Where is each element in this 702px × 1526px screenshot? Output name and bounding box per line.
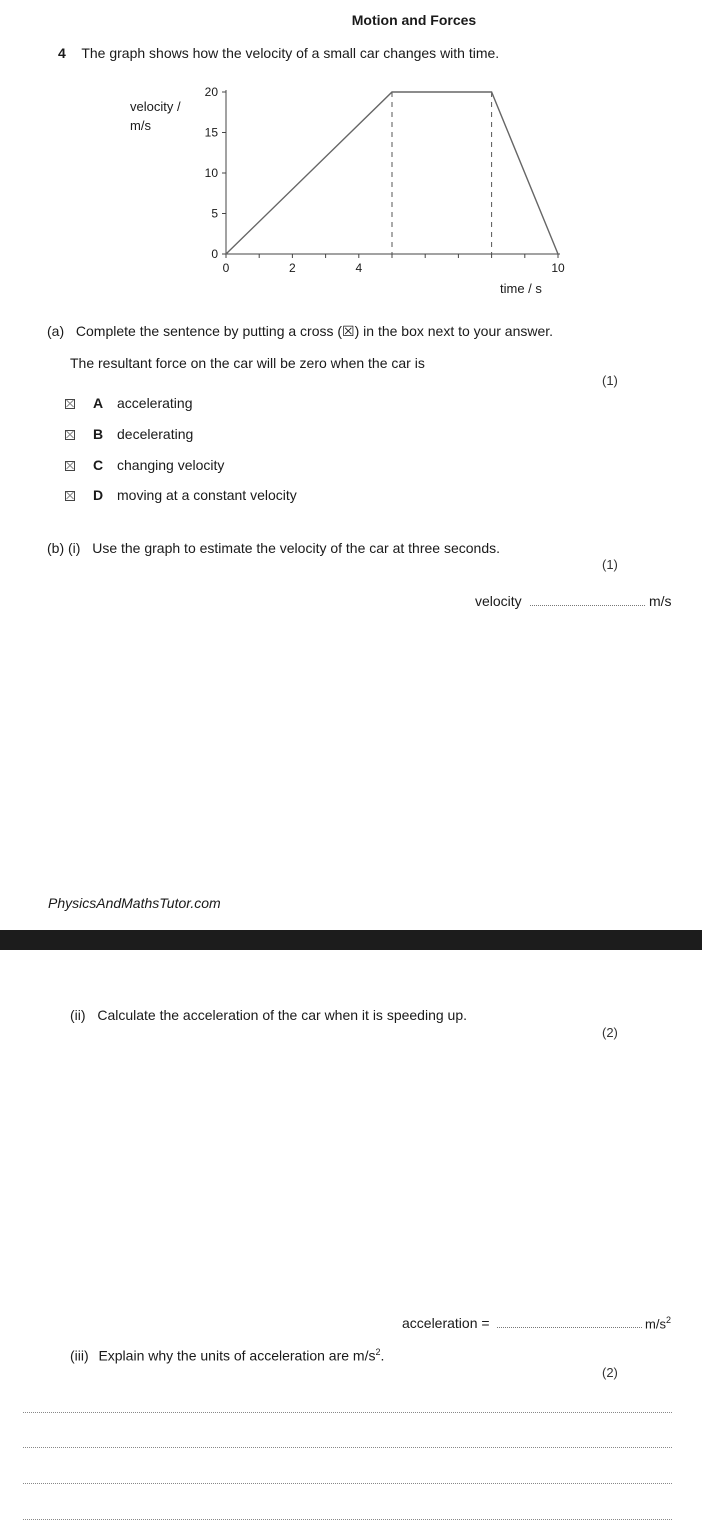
answer-line-1[interactable] xyxy=(23,1412,672,1413)
part-b-i-question xyxy=(47,540,500,556)
x-tick-label: 2 xyxy=(289,261,296,275)
part-b-i-text: Use the graph to estimate the velocity of the car at three seconds. xyxy=(92,540,500,556)
y-tick-label: 0 xyxy=(211,247,218,261)
y-tick-label: 15 xyxy=(204,125,218,140)
option-text: changing velocity xyxy=(117,457,225,473)
page-title: Motion and Forces xyxy=(351,12,477,28)
part-b-ii-text: Calculate the acceleration of the car when it is speeding up. xyxy=(97,1007,467,1023)
acceleration-unit-text: m/s xyxy=(645,1316,666,1332)
page-divider xyxy=(0,930,702,950)
part-a-marks: (1) xyxy=(602,373,618,388)
x-tick-label: 10 xyxy=(551,261,565,275)
answer-line-2[interactable] xyxy=(23,1447,672,1448)
y-tick-label: 10 xyxy=(204,166,218,180)
part-b-iii-sup: 2 xyxy=(375,1347,381,1357)
part-b-ii-label: (ii) xyxy=(70,1007,86,1023)
footer-source: PhysicsAndMathsTutor.com xyxy=(48,895,221,911)
velocity-answer-unit: m/s xyxy=(649,593,672,609)
y-axis-label: velocity / xyxy=(130,99,181,114)
chart-axes xyxy=(226,90,560,256)
part-b-ii-question xyxy=(70,1007,467,1023)
velocity-answer-line[interactable] xyxy=(530,605,645,606)
part-b-i-marks: (1) xyxy=(602,557,618,572)
answer-line-4[interactable] xyxy=(23,1519,672,1520)
answer-line-3[interactable] xyxy=(23,1483,672,1484)
part-b-ii-marks: (2) xyxy=(602,1025,618,1040)
y-tick-label: 5 xyxy=(211,206,218,221)
part-a-instruction-text: Complete the sentence by putting a cross (☒) in the box next to your answer. xyxy=(75,323,554,339)
part-a-sentence: The resultant force on the car will be zero when the car is xyxy=(70,355,425,371)
x-tick-label: 4 xyxy=(355,261,363,275)
x-axis-label: time / s xyxy=(500,281,542,296)
option-text: decelerating xyxy=(117,426,194,442)
y-tick-label: 20 xyxy=(204,85,218,99)
part-b-iii-marks: (2) xyxy=(602,1365,618,1380)
velocity-answer-label: velocity xyxy=(475,593,522,609)
option-letter: A xyxy=(93,395,104,411)
option-letter: D xyxy=(93,487,104,503)
acceleration-answer-label: acceleration = xyxy=(402,1315,490,1331)
question-text: The graph shows how the velocity of a small car changes with time. xyxy=(81,45,500,61)
y-axis-unit: m/s xyxy=(130,118,151,133)
option-text: moving at a constant velocity xyxy=(117,487,297,503)
x-tick-label: 0 xyxy=(222,261,230,275)
acceleration-unit-sup: 2 xyxy=(665,1315,671,1325)
option-letter: B xyxy=(93,426,104,442)
chart-labels xyxy=(130,99,542,296)
checkbox-a[interactable] xyxy=(65,399,75,409)
checkbox-c[interactable] xyxy=(65,461,75,471)
part-a-instruction xyxy=(47,323,553,340)
chart-series xyxy=(226,92,558,254)
option-letter: C xyxy=(93,457,104,473)
part-b-iii-end: . xyxy=(380,1347,385,1364)
acceleration-answer-line[interactable] xyxy=(497,1327,642,1328)
chart-ticks xyxy=(205,85,565,275)
question-number: 4 xyxy=(58,45,66,61)
option-text: accelerating xyxy=(117,395,193,411)
acceleration-answer-unit xyxy=(645,1315,671,1331)
part-b-iii-text: Explain why the units of acceleration are m/s xyxy=(98,1347,376,1364)
part-b-iii-label: (iii) xyxy=(70,1347,89,1364)
checkbox-b[interactable] xyxy=(65,430,75,440)
part-a-label: (a) xyxy=(47,323,65,339)
part-b-i-label: (b) (i) xyxy=(47,540,81,556)
part-b-iii-question xyxy=(70,1347,384,1364)
velocity-time-graph xyxy=(0,0,702,310)
checkbox-d[interactable] xyxy=(65,491,75,501)
